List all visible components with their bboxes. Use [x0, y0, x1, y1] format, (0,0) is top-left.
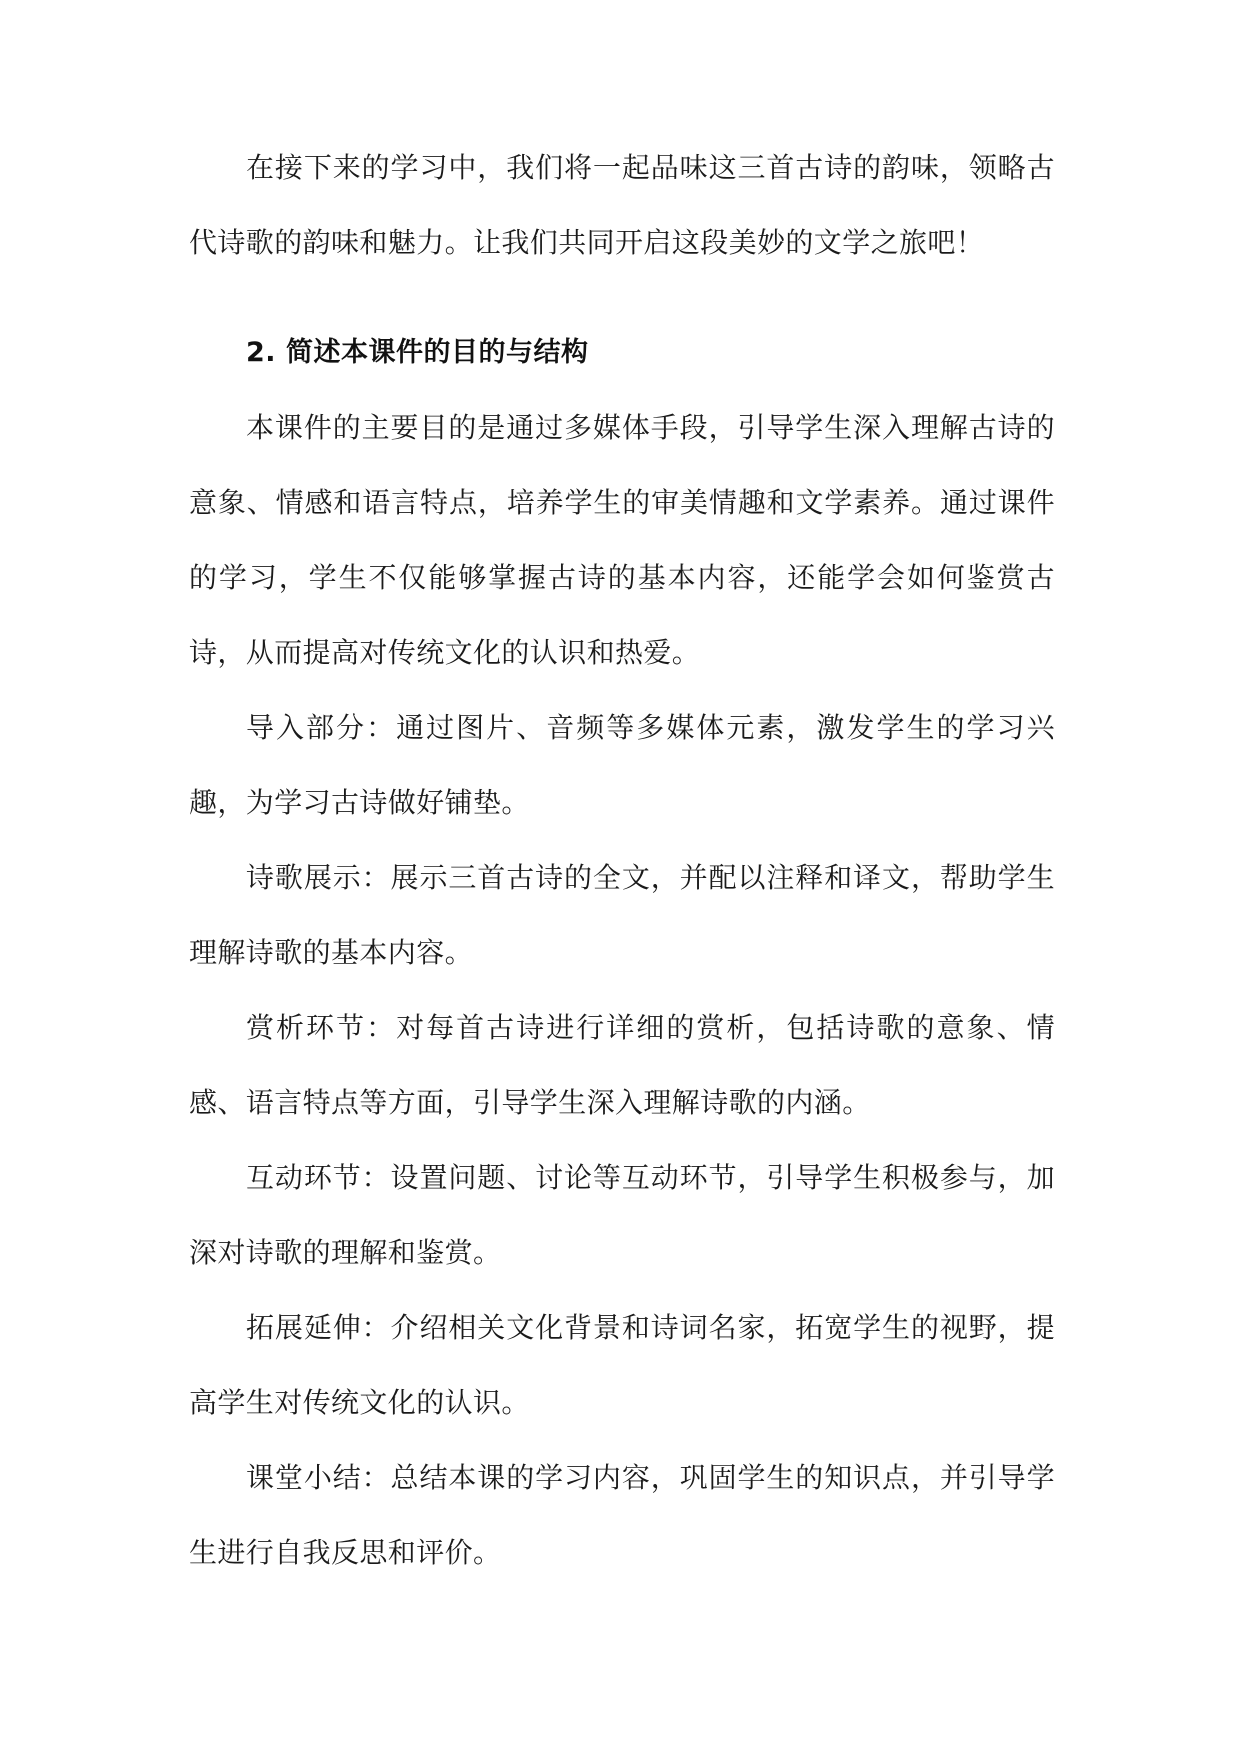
structure-item-appreciation: 赏析环节：对每首古诗进行详细的赏析，包括诗歌的意象、情感、语言特点等方面，引导学生深入理解诗歌的内涵。	[189, 1011, 1055, 1119]
section-heading: 2. 简述本课件的目的与结构	[246, 337, 589, 368]
structure-item-summary: 课堂小结：总结本课的学习内容，巩固学生的知识点，并引导学生进行自我反思和评价。	[189, 1461, 1055, 1569]
structure-item-poem-display: 诗歌展示：展示三首古诗的全文，并配以注释和译文，帮助学生理解诗歌的基本内容。	[189, 861, 1055, 969]
document-body	[189, 130, 1055, 1590]
intro-paragraph: 在接下来的学习中，我们将一起品味这三首古诗的韵味，领略古代诗歌的韵味和魅力。让我们共同开启这段美妙的文学之旅吧！	[189, 151, 1055, 259]
structure-item-interaction: 互动环节：设置问题、讨论等互动环节，引导学生积极参与，加深对诗歌的理解和鉴赏。	[189, 1161, 1055, 1269]
purpose-paragraph: 本课件的主要目的是通过多媒体手段，引导学生深入理解古诗的意象、情感和语言特点，培养学生的审美情趣和文学素养。通过课件的学习，学生不仅能够掌握古诗的基本内容，还能学会如何鉴赏古诗，从而提高对传统文化的认识和热爱。	[189, 411, 1055, 669]
structure-item-extension: 拓展延伸：介绍相关文化背景和诗词名家，拓宽学生的视野，提高学生对传统文化的认识。	[189, 1311, 1055, 1419]
structure-item-intro: 导入部分：通过图片、音频等多媒体元素，激发学生的学习兴趣，为学习古诗做好铺垫。	[189, 711, 1055, 819]
